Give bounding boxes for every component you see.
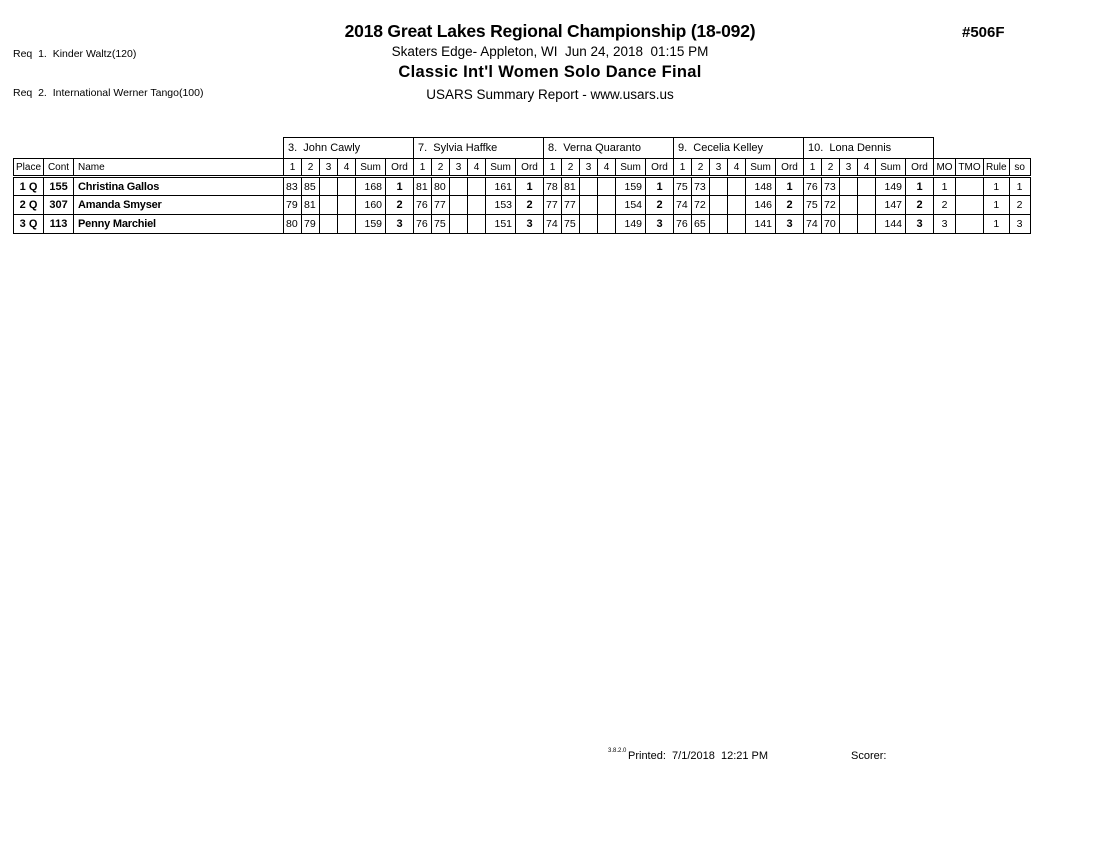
col-header-rule: Rule (984, 159, 1010, 177)
col-header-place: Place (14, 159, 44, 177)
requirement-1: Req 1. Kinder Waltz(120) (13, 48, 137, 60)
cell-judge1-score3 (320, 196, 338, 215)
cell-judge4-score3 (710, 215, 728, 234)
cell-mo: 2 (934, 196, 956, 215)
cell-judge3-score4 (598, 177, 616, 196)
cell-skater-name: Amanda Smyser (74, 196, 284, 215)
cell-judge3-score2: 77 (562, 196, 580, 215)
cell-skater-name: Penny Marchiel (74, 215, 284, 234)
col-header-judge1-ord: Ord (386, 159, 414, 177)
col-header-judge1-3: 3 (320, 159, 338, 177)
cell-rule: 1 (984, 215, 1010, 234)
judge-header-5: 10. Lona Dennis (804, 138, 934, 159)
cell-judge2-ord: 3 (516, 215, 544, 234)
col-header-judge5-1: 1 (804, 159, 822, 177)
cell-judge2-score2: 80 (432, 177, 450, 196)
requirement-2: Req 2. International Werner Tango(100) (13, 87, 204, 99)
cell-judge1-score4 (338, 196, 356, 215)
cell-judge4-score2: 73 (692, 177, 710, 196)
cell-judge5-score2: 73 (822, 177, 840, 196)
col-header-judge3-3: 3 (580, 159, 598, 177)
cell-place: 3 Q (14, 215, 44, 234)
cell-judge5-score4 (858, 215, 876, 234)
scorer-label: Scorer: (851, 750, 887, 762)
cell-judge1-score1: 79 (284, 196, 302, 215)
cell-judge5-score2: 72 (822, 196, 840, 215)
cell-judge3-score3 (580, 177, 598, 196)
cell-judge4-score4 (728, 177, 746, 196)
cell-so: 2 (1009, 196, 1030, 215)
cell-judge5-score4 (858, 196, 876, 215)
cell-tmo (956, 215, 984, 234)
col-header-judge3-sum: Sum (616, 159, 646, 177)
cell-judge1-ord: 2 (386, 196, 414, 215)
col-header-judge4-2: 2 (692, 159, 710, 177)
col-header-judge4-sum: Sum (746, 159, 776, 177)
cell-judge2-score1: 76 (414, 196, 432, 215)
event-code: #506F (962, 24, 1005, 41)
cell-judge4-score4 (728, 215, 746, 234)
cell-rule: 1 (984, 177, 1010, 196)
cell-judge3-score3 (580, 196, 598, 215)
cell-judge4-score1: 74 (674, 196, 692, 215)
cell-judge2-score4 (468, 196, 486, 215)
judge-header-4: 9. Cecelia Kelley (674, 138, 804, 159)
cell-judge5-score3 (840, 177, 858, 196)
cell-judge1-score2: 81 (302, 196, 320, 215)
cell-judge4-ord: 3 (776, 215, 804, 234)
col-header-judge3-4: 4 (598, 159, 616, 177)
cell-mo: 3 (934, 215, 956, 234)
cell-judge3-ord: 3 (646, 215, 674, 234)
col-header-so: so (1009, 159, 1030, 177)
title-block (0, 21, 1100, 102)
cell-judge2-score3 (450, 215, 468, 234)
col-header-judge2-1: 1 (414, 159, 432, 177)
cell-judge5-score3 (840, 196, 858, 215)
results-tbody (14, 138, 1031, 234)
col-header-tmo: TMO (956, 159, 984, 177)
cell-contestant-number: 307 (44, 196, 74, 215)
cell-tmo (956, 177, 984, 196)
col-header-judge5-3: 3 (840, 159, 858, 177)
cell-judge1-score1: 83 (284, 177, 302, 196)
cell-judge5-score1: 75 (804, 196, 822, 215)
cell-judge4-score3 (710, 196, 728, 215)
cell-judge4-score1: 76 (674, 215, 692, 234)
cell-judge1-sum: 159 (356, 215, 386, 234)
cell-judge2-score2: 75 (432, 215, 450, 234)
col-header-judge3-ord: Ord (646, 159, 674, 177)
cell-judge4-score1: 75 (674, 177, 692, 196)
col-header-judge5-4: 4 (858, 159, 876, 177)
col-header-judge2-ord: Ord (516, 159, 544, 177)
judge-header-2: 7. Sylvia Haffke (414, 138, 544, 159)
event-title: Classic Int'l Women Solo Dance Final (398, 63, 702, 81)
judge-row-left-spacer (14, 138, 284, 159)
col-header-judge4-4: 4 (728, 159, 746, 177)
cell-judge1-score2: 79 (302, 215, 320, 234)
cell-judge3-score4 (598, 215, 616, 234)
judge-header-3: 8. Verna Quaranto (544, 138, 674, 159)
skater-row-3 (14, 215, 1031, 234)
cell-judge2-score4 (468, 177, 486, 196)
cell-judge3-score4 (598, 196, 616, 215)
cell-judge4-ord: 1 (776, 177, 804, 196)
cell-judge5-score2: 70 (822, 215, 840, 234)
cell-skater-name: Christina Gallos (74, 177, 284, 196)
col-header-judge1-2: 2 (302, 159, 320, 177)
cell-so: 1 (1009, 177, 1030, 196)
cell-contestant-number: 113 (44, 215, 74, 234)
cell-judge5-ord: 3 (906, 215, 934, 234)
cell-judge3-ord: 2 (646, 196, 674, 215)
cell-judge1-score1: 80 (284, 215, 302, 234)
cell-judge1-ord: 1 (386, 177, 414, 196)
col-header-judge4-1: 1 (674, 159, 692, 177)
software-version: 3.8.2.0 (608, 748, 627, 754)
skater-row-2 (14, 196, 1031, 215)
cell-judge3-score2: 81 (562, 177, 580, 196)
col-header-name: Name (74, 159, 284, 177)
printed-timestamp: Printed: 7/1/2018 12:21 PM (628, 750, 769, 762)
cell-judge2-sum: 153 (486, 196, 516, 215)
cell-judge1-score2: 85 (302, 177, 320, 196)
cell-rule: 1 (984, 196, 1010, 215)
cell-judge2-ord: 1 (516, 177, 544, 196)
judge-row-right-spacer (934, 138, 1031, 159)
cell-judge1-sum: 168 (356, 177, 386, 196)
col-header-judge2-4: 4 (468, 159, 486, 177)
col-header-judge2-2: 2 (432, 159, 450, 177)
cell-judge3-sum: 149 (616, 215, 646, 234)
cell-judge5-sum: 144 (876, 215, 906, 234)
cell-judge3-ord: 1 (646, 177, 674, 196)
cell-judge3-sum: 154 (616, 196, 646, 215)
cell-judge3-score1: 78 (544, 177, 562, 196)
col-header-judge1-sum: Sum (356, 159, 386, 177)
cell-judge1-sum: 160 (356, 196, 386, 215)
cell-judge2-sum: 161 (486, 177, 516, 196)
cell-judge4-score2: 72 (692, 196, 710, 215)
col-header-judge5-sum: Sum (876, 159, 906, 177)
cell-judge5-ord: 2 (906, 196, 934, 215)
cell-judge2-score2: 77 (432, 196, 450, 215)
cell-judge4-score2: 65 (692, 215, 710, 234)
col-header-judge5-ord: Ord (906, 159, 934, 177)
col-header-judge4-3: 3 (710, 159, 728, 177)
cell-judge4-score3 (710, 177, 728, 196)
cell-judge2-score1: 76 (414, 215, 432, 234)
col-header-judge2-sum: Sum (486, 159, 516, 177)
cell-judge4-score4 (728, 196, 746, 215)
cell-judge5-score1: 76 (804, 177, 822, 196)
cell-judge2-score3 (450, 177, 468, 196)
results-table (13, 137, 1031, 234)
cell-judge1-score4 (338, 177, 356, 196)
cell-judge4-sum: 141 (746, 215, 776, 234)
cell-judge1-ord: 3 (386, 215, 414, 234)
report-type-line: USARS Summary Report - www.usars.us (426, 87, 674, 102)
cell-judge3-score1: 77 (544, 196, 562, 215)
cell-judge2-sum: 151 (486, 215, 516, 234)
championship-title: 2018 Great Lakes Regional Championship (18-092) (344, 21, 756, 41)
cell-mo: 1 (934, 177, 956, 196)
cell-judge3-score1: 74 (544, 215, 562, 234)
cell-place: 2 Q (14, 196, 44, 215)
cell-judge2-ord: 2 (516, 196, 544, 215)
cell-judge1-score4 (338, 215, 356, 234)
cell-judge1-score3 (320, 177, 338, 196)
cell-judge3-score2: 75 (562, 215, 580, 234)
col-header-judge1-1: 1 (284, 159, 302, 177)
col-header-cont: Cont (44, 159, 74, 177)
skater-row-1 (14, 177, 1031, 196)
cell-judge2-score1: 81 (414, 177, 432, 196)
col-header-judge3-2: 2 (562, 159, 580, 177)
col-header-judge3-1: 1 (544, 159, 562, 177)
venue-datetime: Skaters Edge- Appleton, WI Jun 24, 2018 01:15 PM (391, 44, 709, 59)
cell-judge5-score3 (840, 215, 858, 234)
cell-judge2-score3 (450, 196, 468, 215)
cell-judge5-score1: 74 (804, 215, 822, 234)
cell-tmo (956, 196, 984, 215)
cell-judge5-sum: 149 (876, 177, 906, 196)
cell-so: 3 (1009, 215, 1030, 234)
col-header-judge4-ord: Ord (776, 159, 804, 177)
col-header-judge5-2: 2 (822, 159, 840, 177)
cell-judge4-sum: 148 (746, 177, 776, 196)
cell-judge4-ord: 2 (776, 196, 804, 215)
cell-judge3-sum: 159 (616, 177, 646, 196)
cell-judge3-score3 (580, 215, 598, 234)
cell-judge2-score4 (468, 215, 486, 234)
col-header-judge1-4: 4 (338, 159, 356, 177)
cell-contestant-number: 155 (44, 177, 74, 196)
cell-place: 1 Q (14, 177, 44, 196)
cell-judge5-score4 (858, 177, 876, 196)
cell-judge5-ord: 1 (906, 177, 934, 196)
cell-judge4-sum: 146 (746, 196, 776, 215)
col-header-mo: MO (934, 159, 956, 177)
cell-judge1-score3 (320, 215, 338, 234)
col-header-judge2-3: 3 (450, 159, 468, 177)
cell-judge5-sum: 147 (876, 196, 906, 215)
judge-header-1: 3. John Cawly (284, 138, 414, 159)
